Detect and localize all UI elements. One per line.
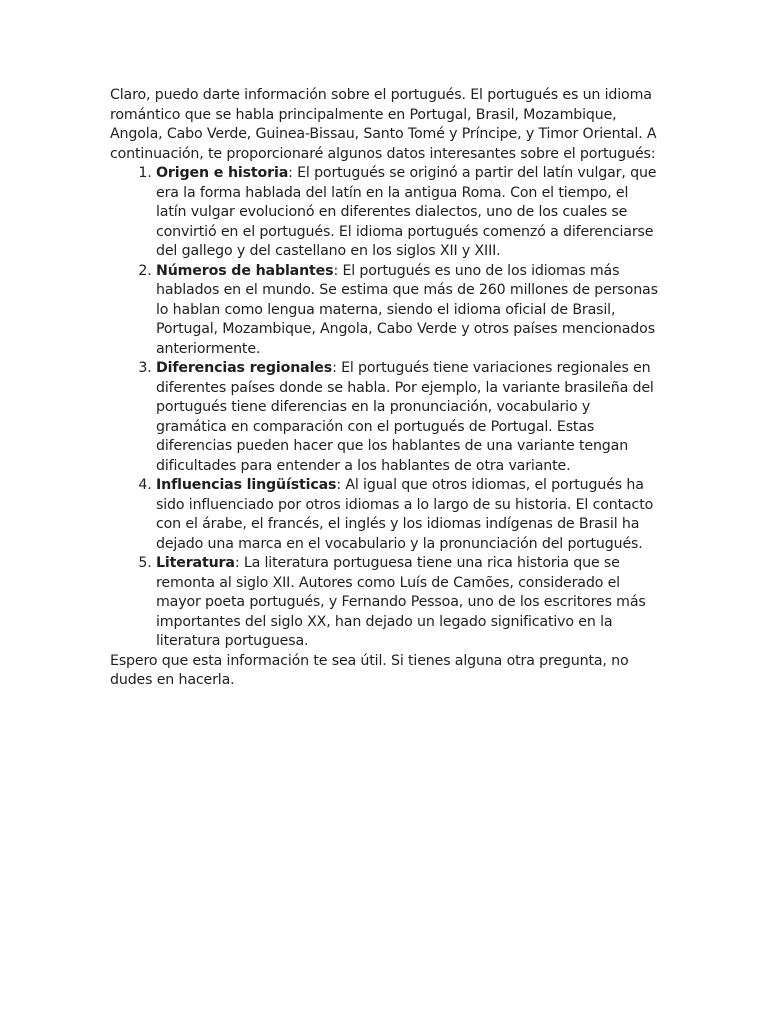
item-term: Diferencias regionales xyxy=(156,360,333,376)
item-text: : El portugués se originó a partir del latín vulgar, que era la forma hablada del latín en la antigua Roma. Con el tiempo, el latín vulgar evolucionó en diferentes dialectos, uno de los cuales se convirtió en el portugués. El idioma portugués comenzó a diferenciarse del gallego y del castellano en los siglos XII y XIII. xyxy=(156,165,657,259)
intro-paragraph: Claro, puedo darte información sobre el portugués. El portugués es un idioma romántico que se habla principalmente en Portugal, Brasil, Mozambique, Angola, Cabo Verde, Guinea-Bissau, Santo Tomé y Príncipe, y Timor Oriental. A continuación, te proporcionaré algunos datos interesantes sobre el portugués: xyxy=(110,87,657,162)
list-item-influences xyxy=(156,476,662,554)
list-item-regional xyxy=(156,359,662,476)
item-text: : El portugués tiene variaciones regionales en diferentes países donde se habla. Por ejemplo, la variante brasileña del portugués tiene diferencias en la pronunciación, vocabulario y gramática en comparación con el portugués de Portugal. Estas diferencias pueden hacer que los hablantes de una variante tengan dificultades para entender a los hablantes de otra variante. xyxy=(156,360,654,474)
item-text: : La literatura portuguesa tiene una rica historia que se remonta al siglo XII. Autores como Luís de Camões, considerado el mayor poeta portugués, y Fernando Pessoa, uno de los escritores más importantes del siglo XX, han dejado un legado significativo en la literatura portuguesa. xyxy=(156,555,646,649)
list-item-literature xyxy=(156,554,662,652)
item-term: Números de hablantes xyxy=(156,262,334,279)
item-term: Influencias lingüísticas xyxy=(156,477,337,493)
list-item-origin xyxy=(156,164,662,262)
closing-paragraph: Espero que esta información te sea útil. Si tienes alguna otra pregunta, no dudes en hacerla. xyxy=(110,652,629,688)
item-term: Origen e historia xyxy=(156,165,289,181)
item-text: : Al igual que otros idiomas, el portugués ha sido influenciado por otros idiomas a lo largo de su historia. El contacto con el árabe, el francés, el inglés y los idiomas indígenas de Brasil ha dejado una marca en el vocabulario y la pronunciación del portugués. xyxy=(156,477,654,552)
list-item-speakers xyxy=(156,262,662,360)
item-text: : El portugués es uno de los idiomas más hablados en el mundo. Se estima que más de 260 millones de personas lo hablan como lengua materna, siendo el idioma oficial de Brasil, Portugal, Mozambique, Angola, Cabo Verde y otros países mencionados anteriormente. xyxy=(156,262,658,357)
item-term: Literatura xyxy=(156,555,235,571)
document-body xyxy=(110,86,662,691)
facts-list xyxy=(110,164,662,652)
